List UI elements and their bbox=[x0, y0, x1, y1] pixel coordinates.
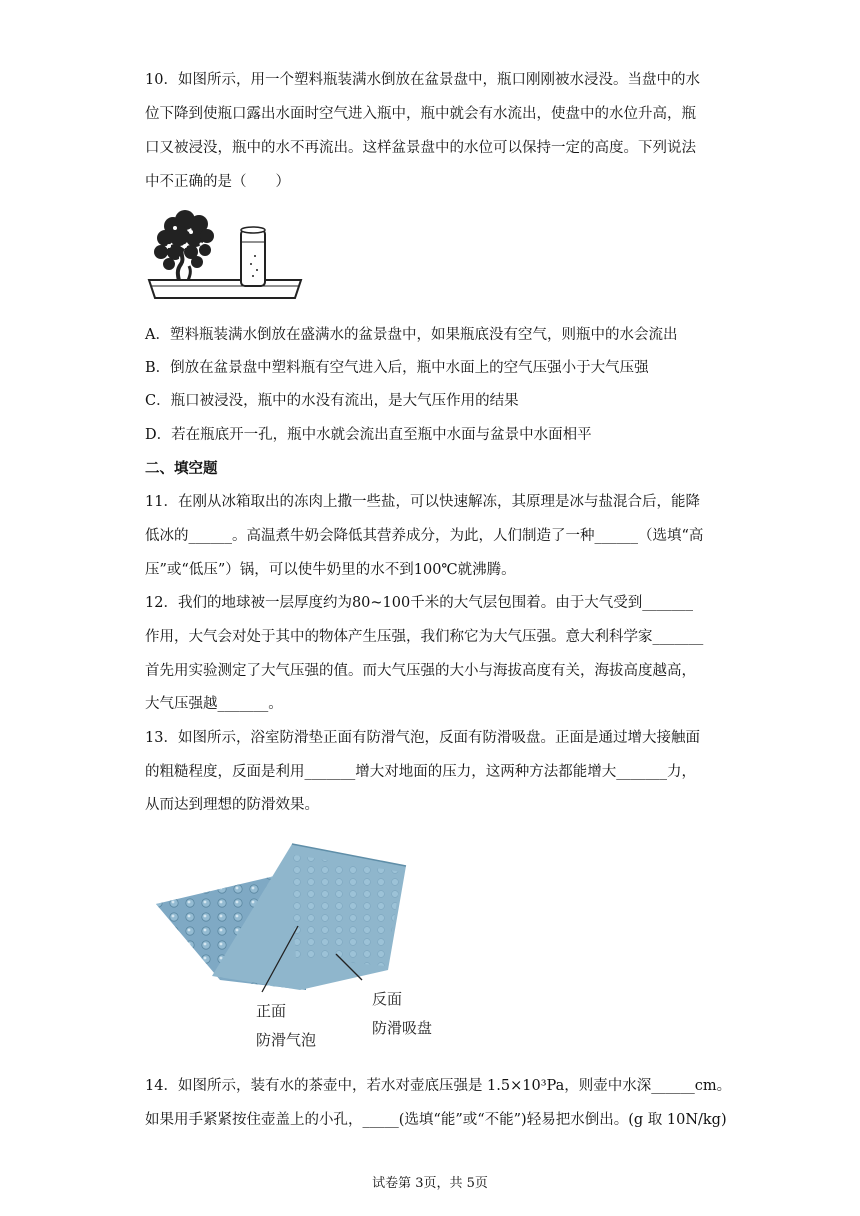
q12-line-1: 12．我们的地球被一层厚度约为80~100千米的大气层包围着。由于大气受到_______ bbox=[145, 595, 693, 611]
bonsai-bottle-figure bbox=[145, 208, 305, 304]
label-back: 反面 bbox=[372, 990, 403, 1008]
q12-line-3: 首先用实验测定了大气压强的值。而大气压强的大小与海拔高度有关，海拔高度越高， bbox=[145, 663, 696, 679]
q10-line-1: 10．如图所示，用一个塑料瓶装满水倒放在盆景盘中，瓶口刚刚被水浸没。当盘中的水 bbox=[145, 72, 700, 88]
q10-option-d: D．若在瓶底开一孔，瓶中水就会流出直至瓶中水面与盆景中水面相平 bbox=[145, 427, 592, 443]
label-back-desc: 防滑吸盘 bbox=[372, 1019, 433, 1037]
q10-option-a: A．塑料瓶装满水倒放在盛满水的盆景盘中，如果瓶底没有空气，则瓶中的水会流出 bbox=[145, 327, 678, 343]
q10-line-4: 中不正确的是（ ） bbox=[145, 174, 290, 190]
q13-line-2: 的粗糙程度，反面是利用_______增大对地面的压力，这两种方法都能增大_______力， bbox=[145, 764, 696, 780]
q10-line-2: 位下降到使瓶口露出水面时空气进入瓶中，瓶中就会有水流出，使盘中的水位升高，瓶 bbox=[145, 106, 696, 122]
q12-line-2: 作用，大气会对处于其中的物体产生压强，我们称它为大气压强。意大利科学家_______ bbox=[145, 629, 704, 645]
q13-line-3: 从而达到理想的防滑效果。 bbox=[145, 797, 319, 813]
bath-mat-figure bbox=[150, 840, 470, 1056]
q14-line-2: 如果用手紧紧按住壶盖上的小孔，_____(选填“能”或“不能”)轻易把水倒出。(g 取 10N/kg) bbox=[145, 1112, 727, 1128]
page-footer: 试卷第 3页，共 5页 bbox=[372, 1176, 488, 1191]
q14-line-1: 14．如图所示，装有水的茶壶中，若水对壶底压强是 1.5×10³Pa，则壶中水深______cm。 bbox=[145, 1078, 732, 1094]
label-front-desc: 防滑气泡 bbox=[256, 1031, 317, 1049]
section-title: 二、填空题 bbox=[145, 461, 218, 477]
q11-line-1: 11．在刚从冰箱取出的冻肉上撒一些盐，可以快速解冻，其原理是冰与盐混合后，能降 bbox=[145, 494, 700, 510]
q13-line-1: 13．如图所示，浴室防滑垫正面有防滑气泡，反面有防滑吸盘。正面是通过增大接触面 bbox=[145, 730, 700, 746]
q10-option-b: B．倒放在盆景盘中塑料瓶有空气进入后，瓶中水面上的空气压强小于大气压强 bbox=[145, 360, 649, 376]
q10-option-c: C．瓶口被浸没，瓶中的水没有流出，是大气压作用的结果 bbox=[145, 393, 519, 409]
q11-line-3: 压”或“低压”）锅，可以使牛奶里的水不到100℃就沸腾。 bbox=[145, 562, 516, 578]
q11-line-2: 低冰的______。高温煮牛奶会降低其营养成分，为此，人们制造了一种______（选填“高 bbox=[145, 528, 704, 544]
q10-line-3: 口又被浸没，瓶中的水不再流出。这样盆景盘中的水位可以保持一定的高度。下列说法 bbox=[145, 140, 696, 156]
label-front: 正面 bbox=[256, 1002, 287, 1020]
q12-line-4: 大气压强越_______。 bbox=[145, 696, 283, 712]
